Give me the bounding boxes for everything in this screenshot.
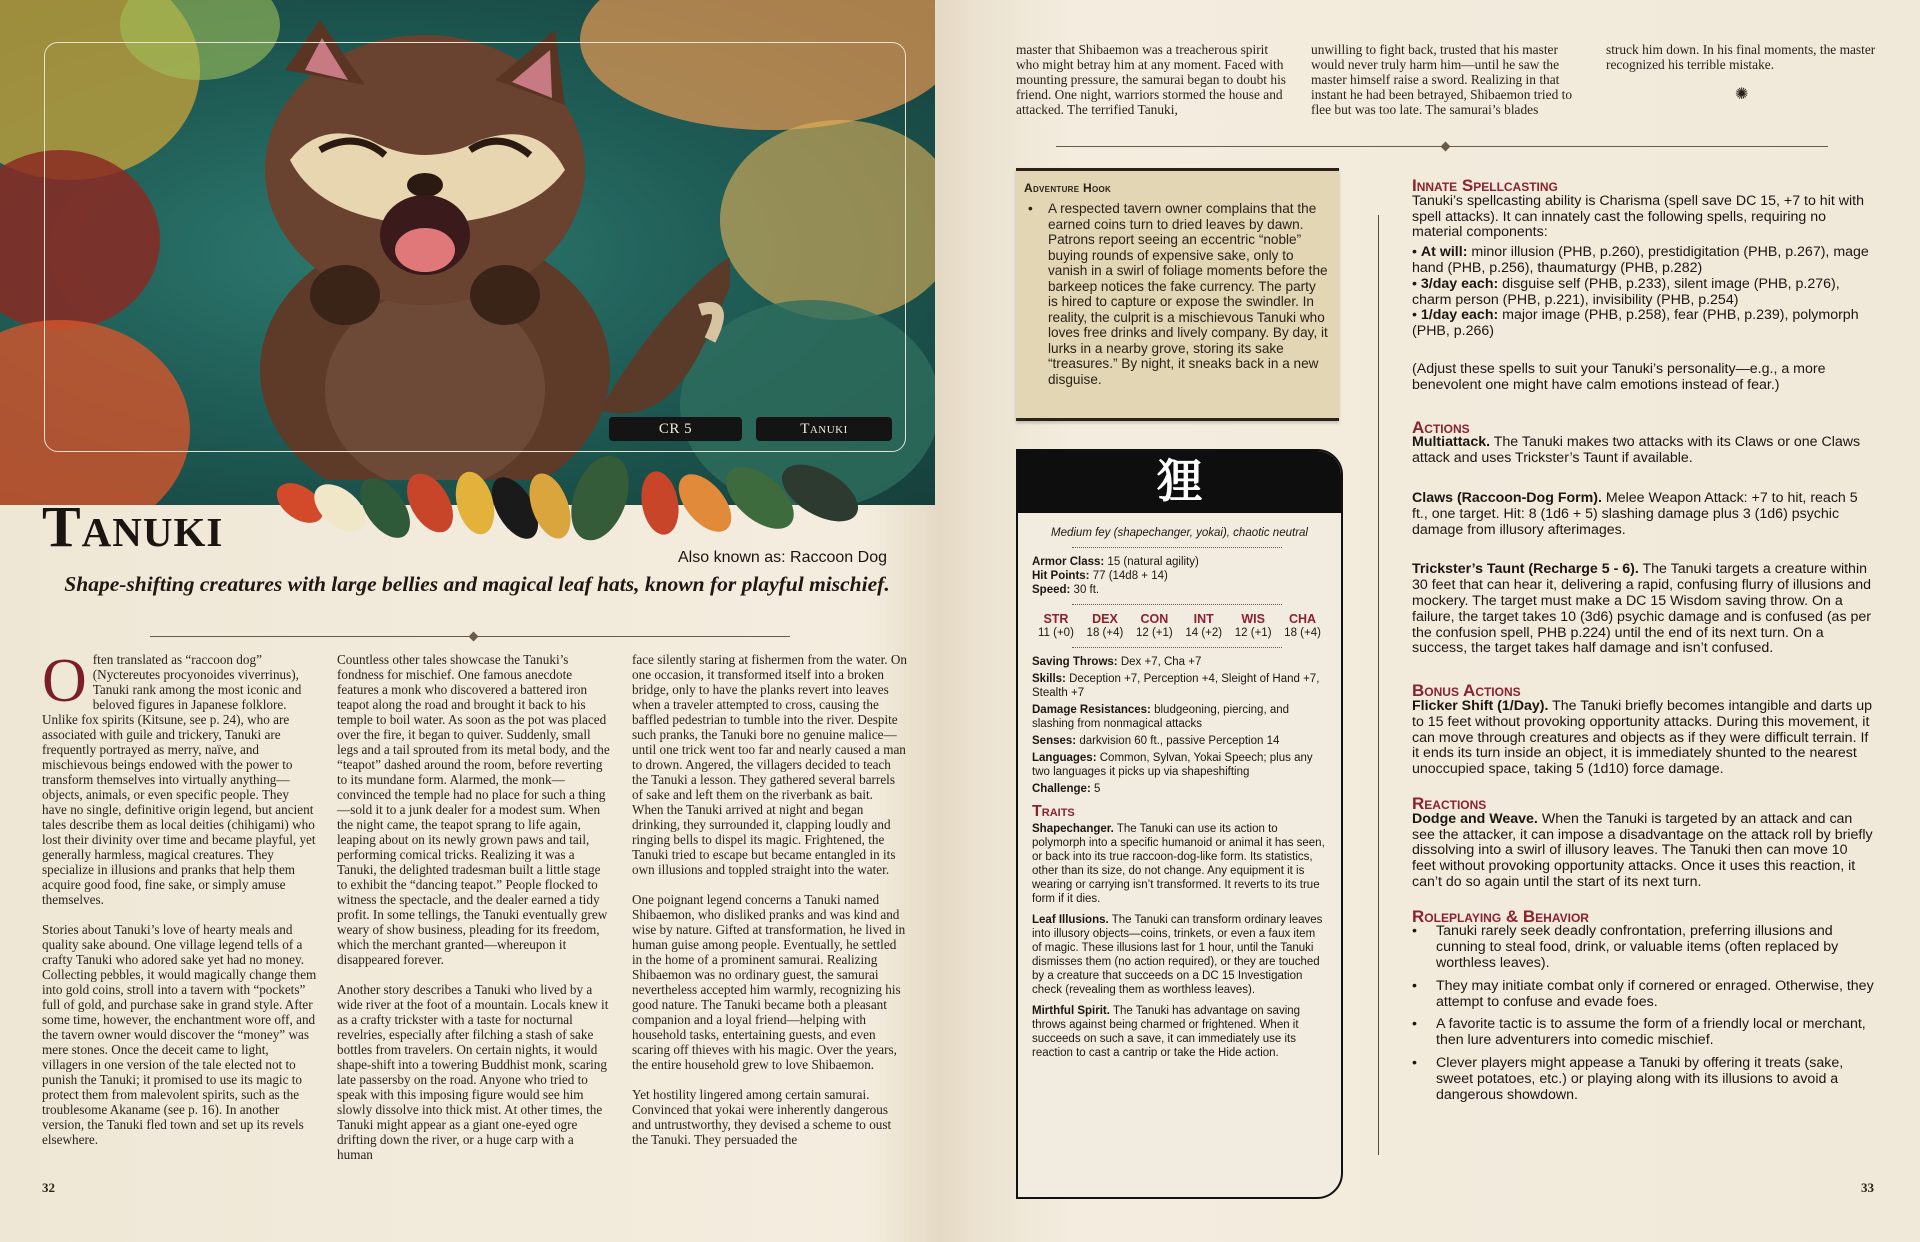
column-divider [1378, 215, 1379, 1155]
page-number-right: 33 [1861, 1180, 1874, 1195]
list-item: • They may initiate combat only if cornered or enraged. Otherwise, they attempt to confuse and evade foes. [1412, 979, 1874, 1011]
lore-paragraph: face silently staring at fishermen from the water. On one occasion, it transformed itself into a broken bridge, only to have the planks revert into leaves when a traveler attempted to cross, causing the baffled pedestrian to tumble into the river. Despite such pranks, the Tanuki bore no genuine malice—until one trick went too far and nearly caused a man to drown. Angered, the villagers decided to teach the Tanuki a lesson. They gathered several barrels of sake and left them on the riverbank as bait. When the Tanuki arrived at night and began drinking, they surrounded it, clapping loudly and ringing bells to dispel its magic. Frightened, the Tanuki tried to escape but became entangled in its own illusions and toppled straight into the water. [632, 652, 908, 877]
reaction-dodge-and-weave: Dodge and Weave. When the Tanuki is targeted by an attack and can see the attacker, it can impose a disadvantage on the attack roll by briefly dissolving into a swirl of illusory leaves. The Tanuki then can move 10 feet without provoking opportunity attacks. Once it uses this reaction, it can’t do so again until the start of its next turn. [1412, 810, 1873, 890]
page-number-left: 32 [42, 1180, 55, 1195]
speed: 30 ft. [1073, 584, 1100, 596]
roleplaying-title: Roleplaying & Behavior [1412, 906, 1589, 926]
action-tricksters-taunt: Trickster’s Taunt (Recharge 5 - 6). The Tanuki targets a creature within 30 feet that can hear it, delivering a rapid, confusing flurry of illusions and mockery. The target must make a DC 15 Wisdom saving throw. On a failure, the target takes 10 (3d6) psychic damage and is confused (as per the confusion spell, PHB p.224) until the end of its next turn. On a success, the target takes half damage and isn’t confused. [1412, 561, 1871, 657]
ability-cha: CHA 18 (+4) [1284, 612, 1321, 639]
adventure-hook-title: Adventure Hook [1024, 181, 1112, 195]
ability-wis: WIS 12 (+1) [1234, 612, 1272, 639]
illustration-frame [44, 42, 906, 452]
leaf-border [260, 448, 910, 558]
trait-mirthful-spirit: Mirthful Spirit. The Tanuki has advantage on saving throws against being charmed or frightened. When it succeeds on such a save, it can immediately use its reaction to cast a cantrip or take the Hide action. [1032, 1005, 1301, 1059]
skills: Deception +7, Perception +4, Sleight of Hand +7, Stealth +7 [1032, 673, 1320, 699]
adventure-hook-text: • A respected tavern owner complains that the earned coins turn to dried leaves by dawn. Patrons report seeing an eccentric “noble” buying rounds of expensive sake, only to vanish in a swirl of foliage moments before the barkeep notices the fake currency. The party is hired to capture or expose the swindler. In reality, the culprit is a mischievous Tanuki who loves free drinks and lively company. By day, it lurks in a nearby grove, storing its sake “treasures.” By night, it sneaks back in a new disguise. [1028, 201, 1328, 387]
kanji-header: 狸 [1018, 451, 1341, 513]
divider [1072, 647, 1282, 648]
action-claws: Claws (Raccoon-Dog Form). Melee Weapon Attack: +7 to hit, reach 5 ft., one target. Hit: 8 (1d6 + 5) slashing damage plus 3 (1d6) psychic damage from illusory afterimages. [1412, 489, 1858, 538]
trait-shapechanger: Shapechanger. The Tanuki can use its action to polymorph into a specific humanoid or animal it has seen, or back into its true raccoon-dog-like form. Its statistics, other than its size, do not change. Any equipment it is wearing or carrying isn’t transformed. It reverts to its true form if it dies. [1032, 823, 1325, 905]
page-title: Tanuki [42, 494, 224, 559]
armor-class: 15 (natural agility) [1107, 556, 1199, 568]
title-divider [150, 636, 790, 637]
senses: darkvision 60 ft., passive Perception 14 [1079, 735, 1280, 747]
list-item: • A favorite tactic is to assume the form of a friendly local or merchant, then lure adventurers into comedic mischief. [1412, 1017, 1874, 1049]
stat-block: 狸 Medium fey (shapechanger, yokai), chaotic neutral Armor Class: 15 (natural agility) Hit Points: 77 (14d8 + 14) Speed: 30 ft. STR 11 (+0) DEX 18 (+4) CON 12 (+1) INT 14 (+2) WIS 12 (+1) CHA 18 (+4) Saving Throws: Dex +7, Cha +7 Skills: Deception +7, Perception +4, Sleight of Hand +7, Stealth +7 Damage Resistances: bludgeoning, piercing, and slashing from nonmagical attacks Senses: darkvision 60 ft., passive Perception 14 Languages: Common, Sylvan, Yokai Speech; plus any two languages it picks up via shapeshifting Challenge: 5 Traits Shapechanger. The Tanuki can use its action to polymorph into a specific humanoid or animal it has seen, or back into its true raccoon-dog-like form. Its statistics, other than its size, do not change. Any equipment it is wearing or carrying isn’t transformed. It reverts to its true form if it dies. Leaf Illusions. The Tanuki can transform ordinary leaves into illusory objects—coins, trinkets, or even a faux item of magic. These illusions last for 1 hour, until the Tanuki dismisses them (no action required), or they are touched by a creature that succeeds on a DC 15 Investigation check (revealing them as worthless leaves). Mirthful Spirit. The Tanuki has advantage on saving throws against being charmed or frightened. When it succeeds on such a save, it can immediately use its reaction to cast a cantrip or take the Hide action. [1016, 449, 1343, 1199]
reactions-title: Reactions [1412, 793, 1487, 813]
lore-paragraph: One poignant legend concerns a Tanuki named Shibaemon, who disliked pranks and was kind and wise by nature. Gifted at transformation, he lived in human guise among people. Eventually, he settled in the home of a prominent samurai. Realizing Shibaemon was no ordinary guest, the samurai nevertheless accepted him warmly, recognizing his good nature. The Tanuki became both a pleasant companion and a loyal friend—helping with household tasks, entertaining guests, and even scaring off thieves with his magic. Over the years, the entire household grew to love Shibaemon. [632, 892, 906, 1072]
lore-column-2 [337, 652, 610, 1177]
bonus-actions-title: Bonus Actions [1412, 681, 1521, 701]
ac-label: Armor Class: [1032, 556, 1105, 568]
ability-dex: DEX 18 (+4) [1086, 612, 1124, 639]
name-tag: Tanuki [756, 417, 892, 441]
divider [1072, 547, 1282, 548]
ability-con: CON 12 (+1) [1135, 612, 1173, 639]
lore-continued-2: unwilling to fight back, trusted that his master would never truly harm him—until he saw the master himself raise a sword. Realizing in that instant he had been betrayed, Shibaemon tried to flee but was too late. The samurai’s blades [1311, 42, 1573, 117]
drop-cap: O [42, 647, 87, 715]
lore-column-1 [42, 647, 317, 1162]
actions-title: Actions [1412, 417, 1470, 437]
tagline: Shape-shifting creatures with large bellies and magical leaf hats, known for playful mischief. [64, 572, 890, 596]
lore-paragraph: Another story describes a Tanuki who lived by a wide river at the foot of a mountain. Locals knew it as a crafty trickster with a taste for nocturnal revelries, especially after filching a stash of sake bottles from travelers. On certain nights, it would shape-shift into a towering Buddhist monk, scaring late passersby on the road. Anyone who tried to speak with this imposing figure would see him slowly dissolve into thick mist. At other times, the Tanuki might appear as a giant one-eyed ogre drifting down the river, or a huge carp with a human [337, 982, 609, 1162]
hit-points: 77 (14d8 + 14) [1092, 570, 1168, 582]
action-multiattack: Multiattack. The Tanuki makes two attacks with its Claws or one Claws attack and uses Trickster’s Taunt if available. [1412, 434, 1861, 467]
lore-paragraph: Countless other tales showcase the Tanuki’s fondness for mischief. One famous anecdote features a monk who discovered a battered iron teapot along the road and brought it back to his temple to boil water. As soon as the pot was placed over the fire, it began to quiver. Suddenly, small legs and a tail sprouted from its metal body, and the “teapot” dashed around the room, before reverting to its mundane form. Alarmed, the monk—convinced the temple had no place for such a thing—sold it to a junk dealer for a modest sum. When the night came, the teapot sprang to life again, leaping about on its newly grown paws and tail, performing comical tricks. Realizing it was a Tanuki, the delighted tradesman built a little stage to exhibit the “dancing teapot.” People flocked to witness the spectacle, and the dealer earned a tidy profit. In some tellings, the Tanuki eventually grew weary of show business, pleading for its freedom, which the merchant granted—whereupon it disappeared forever. [337, 652, 610, 967]
damage-resistances: bludgeoning, piercing, and slashing from nonmagical attacks [1032, 704, 1290, 730]
section-end-ornament: ✺ [1735, 86, 1749, 103]
divider [1072, 604, 1282, 605]
spellcasting-intro: Tanuki’s spellcasting ability is Charisma (spell save DC 15, +7 to hit with spell attacks). It can innately cast the following spells, requiring no material components: [1412, 192, 1864, 241]
creature-type: Medium fey (shapechanger, yokai), chaotic neutral [1051, 527, 1308, 539]
lore-continued-1: master that Shibaemon was a treacherous spirit who might betray him at any moment. Faced with mounting pressure, the samurai began to doubt his friend. One night, warriors stormed the house and attacked. The terrified Tanuki, [1016, 42, 1286, 117]
lore-column-3 [632, 652, 907, 1162]
challenge: 5 [1094, 783, 1101, 795]
tanuki-illustration [0, 0, 935, 505]
list-item: • Clever players might appease a Tanuki by offering it treats (sake, sweet potatoes, etc.) or playing along with its illusions to avoid a dangerous showdown. [1412, 1056, 1874, 1103]
spell-at-will: • At will: minor illusion (PHB, p.260), prestidigitation (PHB, p.267), mage hand (PHB, p.256), thaumaturgy (PHB, p.282) [1412, 244, 1869, 276]
ability-int: INT 14 (+2) [1185, 612, 1223, 639]
also-known-as: Also known as: Raccoon Dog [678, 549, 887, 566]
adventure-hook-box [1016, 168, 1339, 421]
spellcasting-title: Innate Spellcasting [1412, 176, 1558, 195]
traits-title: Traits [1032, 803, 1075, 820]
bonus-flicker-shift: Flicker Shift (1/Day). The Tanuki briefly becomes intangible and darts up to 15 feet without provoking opportunity attacks. During this movement, it can move through creatures and objects as if they were difficult terrain. If it ends its turn inside an object, it is immediately shunted to the nearest unoccupied space, taking 5 (1d10) force damage. [1412, 697, 1873, 778]
stat-block-continued [1412, 178, 1874, 1110]
lore-paragraph: Yet hostility lingered among certain samurai. Convinced that yokai were inherently dangerous and untrustworthy, they devised a scheme to oust the Tanuki. They persuaded the [632, 1087, 892, 1147]
lore-paragraph: ften translated as “raccoon dog” (Nyctereutes procyonoides viverrinus), Tanuki rank among the most iconic and beloved figures in Japanese folklore. Unlike fox spirits (Kitsune, see p. 24), who are associated with guile and trickery, Tanuki are frequently portrayed as merry, naïve, and mischievous beings endowed with the power to transform themselves into virtually anything—objects, animals, or even specific people. They have no single, definitive origin legend, but ancient tales describe them as local deities (chihigami) who lost their divinity over time and became playful, yet generally harmless, magical creatures. They specialize in illusions and pranks that help them acquire good food, fine sake, or simply amuse themselves. [42, 652, 316, 907]
roleplaying-list [1412, 924, 1874, 1103]
spell-3-day: • 3/day each: disguise self (PHB, p.233), silent image (PHB, p.276), charm person (PHB, p.221), invisibility (PHB, p.254) [1412, 275, 1840, 308]
top-divider [1056, 146, 1828, 147]
list-item: • Tanuki rarely seek deadly confrontation, preferring illusions and cunning to steal food, drink, or valuable items (often replaced by worthless leaves). [1412, 924, 1874, 971]
spell-note: (Adjust these spells to suit your Tanuki’s personality—e.g., a more benevolent one might have calm emotions instead of fear.) [1412, 360, 1826, 393]
ability-str: STR 11 (+0) [1038, 612, 1074, 639]
cr-tag: CR 5 [609, 417, 742, 441]
hp-label: Hit Points: [1032, 570, 1090, 582]
speed-label: Speed: [1032, 584, 1071, 596]
lore-continued-3: struck him down. In his final moments, the master recognized his terrible mistake. [1606, 42, 1876, 72]
saving-throws: Dex +7, Cha +7 [1120, 656, 1202, 668]
lore-paragraph: Stories about Tanuki’s love of hearty meals and quality sake abound. One village legend tells of a crafty Tanuki who adored sake yet had no money. Collecting pebbles, it would magically change them into gold coins, stroll into a tavern with “pockets” full of gold, and purchase sake in grand style. After some time, however, the enchantment wore off, and the tavern owner would discover the “money” was mere stones. Once the deceit came to light, villagers in one version of the tale elected not to punish the Tanuki; it promised to use its magic to protect them from malevolent spirits, such as the troublesome Akaname (see p. 16). In another version, the Tanuki fled town and set up its revels elsewhere. [42, 922, 317, 1147]
ability-scores [1032, 612, 1327, 640]
languages: Common, Sylvan, Yokai Speech; plus any two languages it picks up via shapeshifting [1032, 752, 1313, 778]
spell-1-day: • 1/day each: major image (PHB, p.258), fear (PHB, p.239), polymorph (PHB, p.266) [1412, 307, 1859, 340]
trait-leaf-illusions: Leaf Illusions. The Tanuki can transform ordinary leaves into illusory objects—coins, trinkets, or even a faux item of magic. These illusions last for 1 hour, until the Tanuki dismisses them (no action required), or they are touched by a creature that succeeds on a DC 15 Investigation check (revealing them as worthless leaves). [1032, 914, 1323, 996]
